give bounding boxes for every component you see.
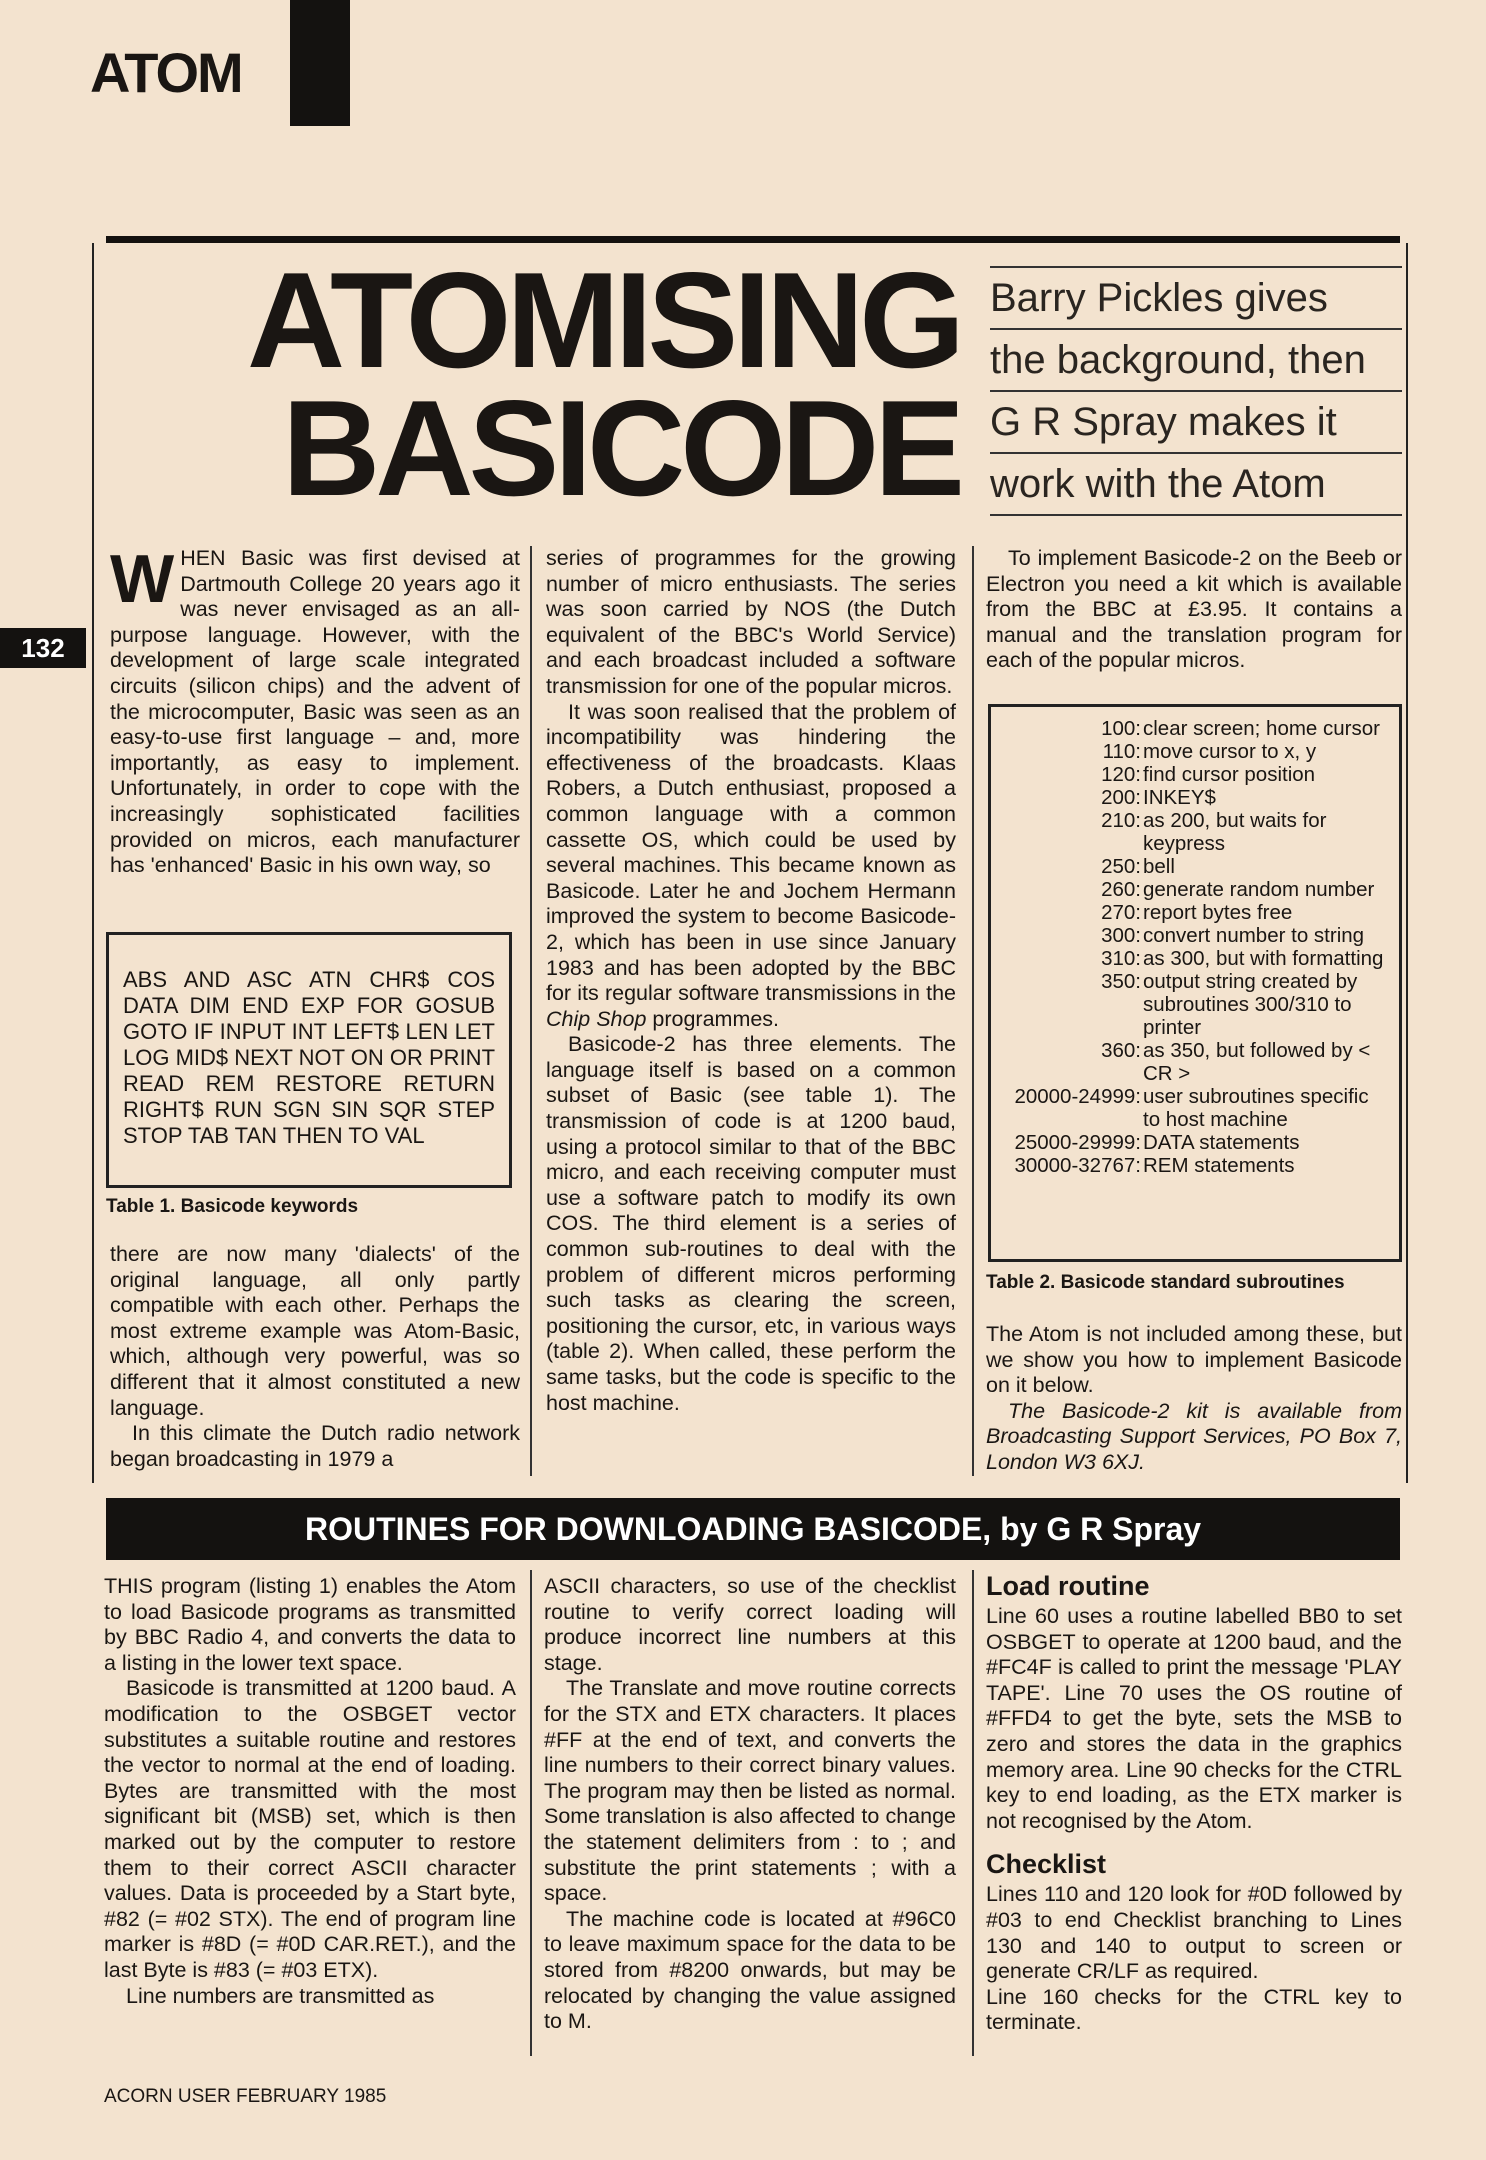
programme-title: Chip Shop [546,1006,647,1031]
subroutine-desc: find cursor position [1143,763,1316,786]
table-2-caption: Table 2. Basicode standard subroutines [986,1272,1345,1293]
paragraph: The Basicode-2 kit is available from Broadcasting Support Services, PO Box 7, London W3 6XJ. [986,1398,1402,1474]
subroutine-desc: convert number to string [1143,924,1365,947]
subroutine-number: 25000-29999: [1014,1131,1141,1154]
paragraph: The Atom is not included among these, but we show you how to implement Basicode on it below. [986,1322,1402,1398]
deck-line: G R Spray makes it [990,390,1402,452]
subroutine-desc: move cursor to x, y [1143,740,1317,763]
paragraph: series of programmes for the growing number of micro enthusiasts. The series was soon carried by NOS (the Dutch equivalent of the BBC's World Service) and each broadcast included a software transmission for one of the popular micros. [546,546,956,698]
subroutine-number: 350: [1101,970,1141,993]
deck [990,266,1402,516]
subroutine-desc: INKEY$ [1143,786,1216,809]
subroutine-desc: clear screen; home cursor [1143,717,1380,740]
subroutine-number: 100: [1101,717,1141,740]
dropcap: W [110,541,175,617]
table-2-box [988,704,1402,1262]
column-rule [972,546,974,1476]
subroutine-desc: user subroutines specific to host machine [1143,1085,1369,1131]
subroutine-number: 30000-32767: [1014,1154,1141,1177]
paragraph: Basicode-2 has three elements. The language itself is based on a common subset of Basic (see table 1). The transmission of code is at 1200 baud, using a protocol similar to that of the BBC micro, and each receiving computer must use a software patch to modify its own COS. The third element is a series of common sub-routines to deal with the problem of different micros performing such tasks as clearing the screen, positioning the cursor, etc, in various ways (table 2). When called, these perform the same tasks, but the code is specific to the host machine. [546,1032,956,1415]
routines-col-3 [986,1568,1402,2036]
deck-line: work with the Atom [990,452,1402,516]
deck-line: the background, then [990,328,1402,390]
paragraph-text: programmes. [646,1006,780,1031]
paragraph-text: It was soon realised that the problem of incompatibility was hindering the effectiveness of the broadcasts. Klaas Robers, a Dutch enthusiast, proposed a common language with a common cassette OS, which could be used by several machines. This became known as Basicode. Later he and Jochem Hermann improved the system to become Basicode-2, which has been in use since January 1983 and has been adopted by the BBC for its regular software transmissions in the [546,699,956,1006]
routines-col-1 [104,1574,516,2009]
table-1-box [106,932,512,1188]
subroutine-row [999,901,1389,924]
subroutine-row [999,717,1389,740]
subroutine-number: 20000-24999: [1014,1085,1141,1108]
column-rule [530,1570,532,2056]
headline-line-2: BASICODE [282,372,960,524]
subroutine-row [999,1131,1389,1154]
section-banner: ROUTINES FOR DOWNLOADING BASICODE, by G R Spray [106,1498,1400,1560]
subroutine-number: 210: [1101,809,1141,832]
subroutine-desc: REM statements [1143,1154,1295,1177]
paragraph: Lines 110 and 120 look for #0D followed by #03 to end Checklist branching to Lines 130 and 140 to output to screen or generate CR/LF as required. [986,1882,1402,1984]
load-routine-heading: Load routine [986,1571,1150,1601]
routines-col-2 [544,1574,956,2035]
article-col-3-top [986,546,1402,674]
subroutine-number: 360: [1101,1039,1141,1062]
subroutine-row [999,924,1389,947]
subroutine-desc: generate random number [1143,878,1375,901]
column-rule [972,1570,974,2056]
article-col-3-bottom [986,1322,1402,1476]
subroutine-number: 200: [1101,786,1141,809]
subroutine-row [999,947,1389,970]
section-bar [290,0,350,126]
subroutine-row [999,878,1389,901]
subroutine-number: 310: [1101,947,1141,970]
paragraph: The machine code is located at #96C0 to leave maximum space for the data to be stored from #8200 onwards, but may be relocated by changing the value assigned to M. [544,1906,956,2034]
subroutine-desc: as 200, but waits for keypress [1143,809,1327,855]
paragraph: THIS program (listing 1) enables the Atom to load Basicode programs as transmitted by BBC Radio 4, and converts the data to a listing in the lower text space. [104,1574,516,1675]
subroutine-number: 110: [1102,740,1141,763]
subroutine-row [999,763,1389,786]
subroutine-desc: output string created by subroutines 300/310 to printer [1143,970,1358,1039]
deck-line: Barry Pickles gives [990,266,1402,328]
paragraph: The Translate and move routine corrects for the STX and ETX characters. It places #FF at the end of text, and converts the line numbers to their correct binary values. The program may then be listed as normal. Some translation is also affected to change the statement delimiters from : to ; and substitute the print statements ; with a space. [544,1676,956,1906]
subroutine-row [999,970,1389,1039]
page-number: 132 [0,628,86,668]
subroutine-row [999,786,1389,809]
paragraph: Line 160 checks for the CTRL key to terminate. [986,1984,1402,2035]
table-1-caption: Table 1. Basicode keywords [106,1196,359,1217]
subroutine-desc: report bytes free [1143,901,1293,924]
subroutine-number: 120: [1101,763,1141,786]
subroutine-row [999,855,1389,878]
subroutine-row [999,1154,1389,1177]
section-label: ATOM [90,41,242,104]
subroutine-row [999,740,1389,763]
paragraph: Line numbers are transmitted as [126,1983,435,2008]
subroutine-number: 260: [1101,878,1141,901]
paragraph: In this climate the Dutch radio network began broadcasting in 1979 a [110,1421,520,1471]
subroutine-row [999,1085,1389,1131]
article-col-1-top [110,541,520,879]
paragraph [546,700,956,1033]
subroutine-row [999,1039,1389,1085]
article-col-2 [546,546,956,1416]
subroutine-number: 270: [1101,901,1141,924]
paragraph: ASCII characters, so use of the checklist routine to verify correct loading will produce incorrect line numbers at this stage. [544,1574,956,1675]
paragraph: Basicode is transmitted at 1200 baud. A modification to the OSBGET vector substitutes a suitable routine and restores the vector to normal at the end of loading. Bytes are transmitted with the most significant bit (MSB) set, which is then marked out by the computer to restore them to their correct ASCII character values. Data is proceeded by a Start byte, #82 (= #02 STX). The end of program line marker is #8D (= #0D CAR.RET.), and the last Byte is #83 (= #03 ETX). [104,1676,516,1982]
footer: ACORN USER FEBRUARY 1985 [104,2086,387,2107]
subroutine-desc: as 350, but followed by < CR > [1143,1039,1371,1085]
subroutine-desc: bell [1143,855,1175,878]
headline-line-1: ATOMISING [246,244,960,396]
article-col-1-bottom [110,1242,520,1472]
table-1-keywords: ABS AND ASC ATN CHR$ COS DATA DIM END EXP FOR GOSUB GOTO IF INPUT INT LEFT$ LEN LET LOG MID$ NEXT NOT ON OR PRINT READ REM RESTORE RETURN RIGHT$ RUN SGN SIN SQR STEP STOP TAB TAN THEN TO VAL [123,967,496,1148]
column-rule [530,546,532,1476]
subroutine-number: 250: [1101,855,1141,878]
checklist-heading: Checklist [986,1849,1107,1880]
paragraph: there are now many 'dialects' of the original language, all only partly compatible with each other. Perhaps the most extreme example was Atom-Basic, which, although very powerful, was so different that it almost constituted a new language. [110,1242,520,1420]
subroutine-row [999,809,1389,855]
top-rule [106,236,1400,243]
subroutine-desc: as 300, but with formatting [1143,947,1384,970]
paragraph: To implement Basicode-2 on the Beeb or Electron you need a kit which is available from the BBC at £3.95. It contains a manual and the translation program for each of the popular micros. [986,546,1402,673]
intro-text: HEN Basic was first devised at Dartmouth College 20 years ago it was never envisaged as an all-purpose language. However, with the development of large scale integrated circuits (silicon chips) and the advent of the microcomputer, Basic was seen as an easy-to-use first language – and, more importantly, as easy to implement. Unfortunately, in order to cope with the increasingly sophisticated facilities provided on micros, each manufacturer has 'enhanced' Basic in his own way, so [110,546,520,878]
subroutine-desc: DATA statements [1143,1131,1300,1154]
paragraph: Line 60 uses a routine labelled BB0 to set OSBGET to operate at 1200 baud, and the #FC4F is called to print the message 'PLAY TAPE'. Line 70 uses the OS routine of #FFD4 to get the byte, sets the MSB to zero and stores the data in the graphics memory area. Line 90 checks for the CTRL key to end loading, as the ETX marker is not recognised by the Atom. [986,1604,1402,1833]
headline [130,244,960,524]
intro-paragraph [110,541,520,879]
subroutine-number: 300: [1101,924,1141,947]
